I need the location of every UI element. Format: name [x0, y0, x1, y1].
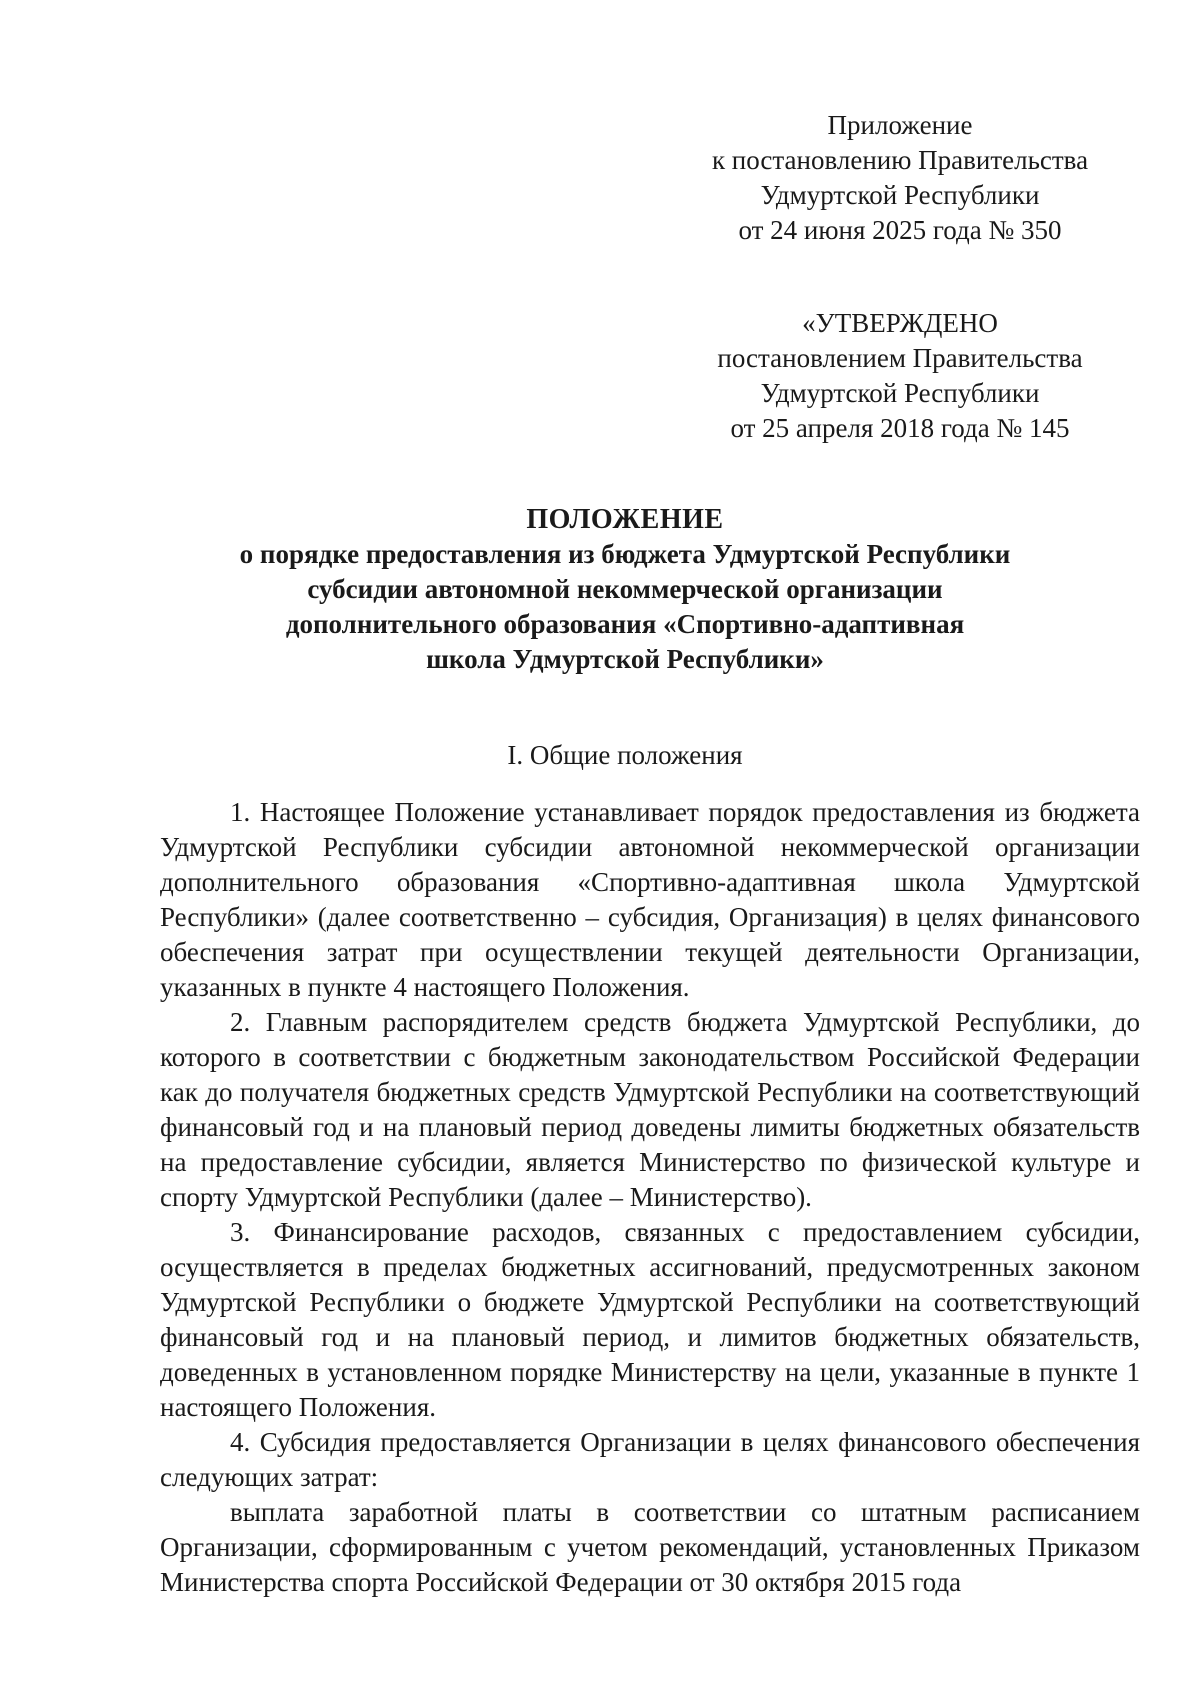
title-line: о порядке предоставления из бюджета Удмуртской Республики — [239, 539, 1011, 569]
approval-stamp-text — [690, 306, 1110, 446]
paragraph-1: 1. Настоящее Положение устанавливает порядок предоставления из бюджета Удмуртской Республики субсидии автономной некоммерческой организации дополнительного образования «Спортивно-адаптивная школа Удмуртской Республики» (далее соответственно – субсидия, Организация) в целях финансового обеспечения затрат при осуществлении текущей деятельности Организации, указанных в пункте 4 настоящего Положения. — [160, 797, 1140, 1002]
paragraph-4-item: выплата заработной платы в соответствии со штатным расписанием Организации, сформированным с учетом рекомендаций, установленных Приказом Министерства спорта Российской Федерации от 30 октября 2015 года — [160, 1497, 1140, 1597]
section-heading: I. Общие положения — [507, 740, 743, 770]
approved-date-number: от 25 апреля 2018 года № 145 — [730, 413, 1070, 443]
approved-reference: постановлением Правительства — [717, 343, 1083, 373]
paragraph-4: 4. Субсидия предоставляется Организации в целях финансового обеспечения следующих затрат: — [160, 1427, 1140, 1492]
document-title — [160, 502, 1090, 677]
approved-label: «УТВЕРЖДЕНО — [802, 308, 998, 338]
title-line: дополнительного образования «Спортивно-адаптивная — [285, 609, 965, 639]
title-main: ПОЛОЖЕНИЕ — [526, 504, 724, 535]
appendix-authority: Удмуртской Республики — [760, 180, 1040, 210]
paragraph-3: 3. Финансирование расходов, связанных с предоставлением субсидии, осуществляется в пределах бюджетных ассигнований, предусмотренных законом Удмуртской Республики о бюджете Удмуртской Республики на соответствующий финансовый год и на плановый период, и лимитов бюджетных обязательств, доведенных в установленном порядке Министерству на цели, указанные в пункте 1 настоящего Положения. — [160, 1217, 1140, 1422]
appendix-date-number: от 24 июня 2025 года № 350 — [738, 215, 1062, 245]
appendix-header — [690, 108, 1110, 248]
appendix-label: Приложение — [827, 110, 973, 140]
appendix-reference: к постановлению Правительства — [711, 145, 1089, 175]
paragraph-2: 2. Главным распорядителем средств бюджета Удмуртской Республики, до которого в соответствии с бюджетным законодательством Российской Федерации как до получателя бюджетных средств Удмуртской Республики на соответствующий финансовый год и на плановый период доведены лимиты бюджетных обязательств на предоставление субсидии, является Министерство по физической культуре и спорту Удмуртской Республики (далее – Министерство). — [160, 1007, 1140, 1212]
title-line: школа Удмуртской Республики» — [426, 644, 824, 674]
approved-authority: Удмуртской Республики — [760, 378, 1040, 408]
title-line: субсидии автономной некоммерческой организации — [307, 574, 943, 604]
document-body — [160, 795, 1140, 1600]
